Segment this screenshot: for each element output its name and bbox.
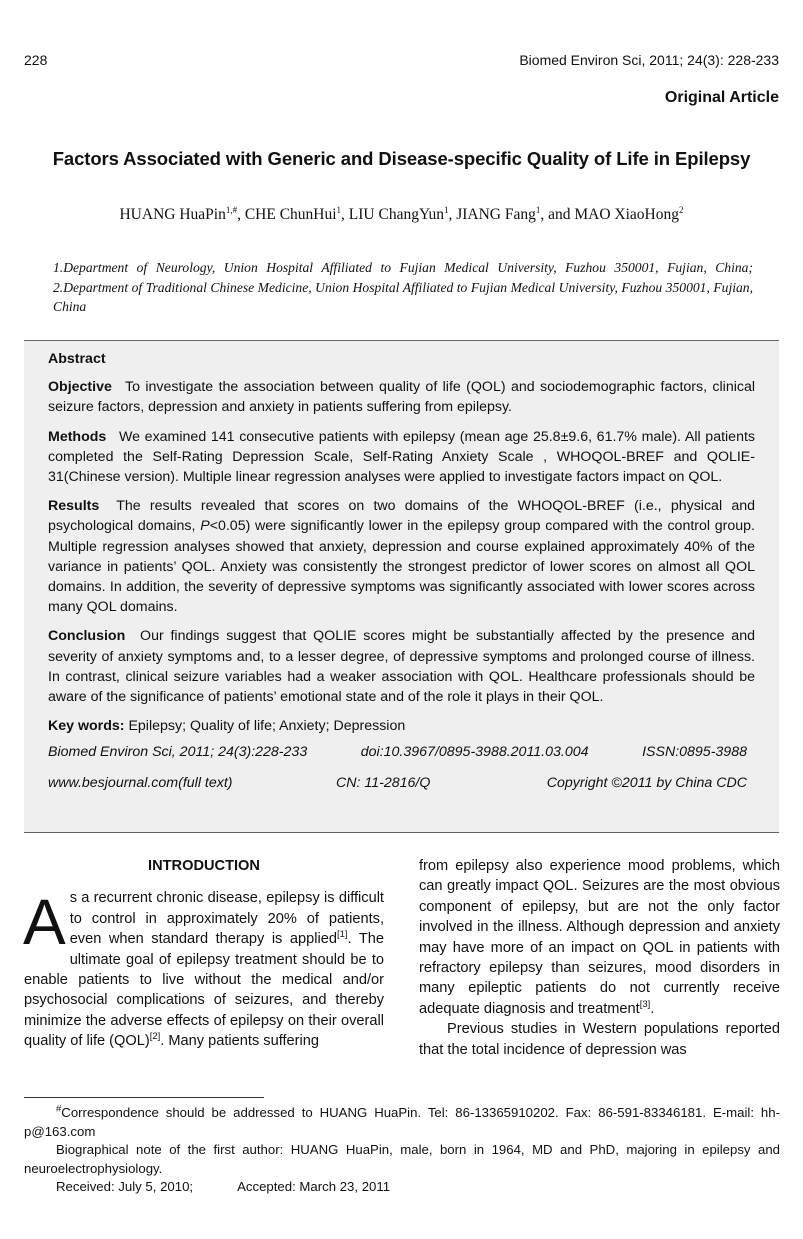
cn-number: CN: 11-2816/Q: [336, 774, 431, 791]
biographical-note: Biographical note of the first author: HUANG HuaPin, male, born in 1964, MD and PhD, majoring in epilepsy and neuroelectrophysiology.: [24, 1142, 780, 1176]
conclusion-label: Conclusion: [48, 628, 126, 645]
author-affil-mark: 1,#: [225, 204, 238, 215]
paper-title: Factors Associated with Generic and Disease-specific Quality of Life in Epilepsy: [52, 148, 751, 169]
intro-text-split: . Many patients suffering: [160, 1033, 320, 1050]
results-text-cont: <0.05) were significantly lower in the epilepsy group compared with the control group. Multiple regression analyses showed that anxiety, depression and course explained approximately 40% of the variance in patients’ QOL. Anxiety was consistently the strongest predictor of lower scores on almost all QOL domains. In addition, the severity of depressive symptoms was significantly associated with lower scores across many QOL domains.: [48, 518, 755, 616]
journal-reference: Biomed Environ Sci, 2011; 24(3): 228-233: [519, 52, 779, 68]
abstract-objective: [48, 377, 755, 417]
intro-period: .: [650, 1000, 655, 1017]
keywords-text: Epilepsy; Quality of life; Anxiety; Depression: [128, 718, 406, 735]
author-name: MAO XiaoHong: [574, 206, 679, 223]
author-list: HUANG HuaPin$^{1,\#}$, CHE ChunHui$^1$, LIU ChangYun$^1$, JIANG Fang$^1$, and MAO XiaoHong$^2$: [119, 204, 684, 223]
received-date: Received: July 5, 2010;: [56, 1179, 194, 1195]
citation-ref: [1]: [336, 929, 348, 941]
doi: doi:10.3967/0895-3988.2011.03.004: [360, 744, 589, 761]
p-value-symbol: P: [200, 518, 210, 535]
author-affil-mark: 1: [443, 204, 449, 215]
methods-label: Methods: [48, 428, 107, 445]
abstract-results: [48, 496, 755, 617]
abstract-conclusion: [48, 626, 755, 707]
citation-ref: [3]: [639, 998, 651, 1010]
citation-row: [48, 742, 755, 762]
intro-text-cont: from epilepsy also experience mood problems, which can greatly impact QOL. Seizures are the most obvious component of epilepsy, but are not the only factor involved in the illness. Although depression and anxiety may have more of an impact on QOL in patients with refractory epilepsy than seizures, mood disorders in many epileptic patients do not currently receive adequate diagnosis and treatment: [419, 858, 780, 1017]
intro-text: . The ultimate goal of epilepsy treatment should be to enable patients to live without the medical and/or psychosocial complications of seizures, and thereby minimize the adverse effects of epilepsy on their overall quality of life (QOL): [24, 931, 384, 1050]
author-name: LIU ChangYun: [348, 206, 444, 223]
author-affil-mark: 2: [679, 204, 684, 215]
correspondence-note: [24, 1104, 780, 1141]
footnotes: [24, 1104, 780, 1197]
intro-paragraph-cont: [419, 856, 780, 1019]
objective-label: Objective: [48, 379, 112, 396]
conclusion-text: Our findings suggest that QOLIE scores might be substantially affected by the presence and severity of anxiety symptoms and, to a lesser degree, of depressive symptoms and prolonged course of illness. In contrast, clinical seizure variables had a weaker association with QOL. Healthcare professionals should be aware of the significance of patients’ emotional state and of the role it plays in their QOL.: [48, 628, 755, 706]
section-heading-introduction: INTRODUCTION: [148, 858, 260, 874]
methods-text: We examined 141 consecutive patients with epilepsy (mean age 25.8±9.6, 61.7% male). All patients completed the Self-Rating Depression Scale, Self-Rating Anxiety Scale , WHOQOL-BREF and QOLIE-31(Chinese version). Multiple linear regression analyses were applied to investigate factors impact on QOL.: [48, 428, 755, 486]
affiliations: 1.Department of Neurology, Union Hospital Affiliated to Fujian Medical University, Fuzhou 350001, Fujian, China; 2.Department of Traditional Chinese Medicine, Union Hospital Affiliated to Fujian Medical University, Fuzhou 350001, Fujian, China: [53, 260, 753, 315]
body-column-right: [419, 856, 780, 1060]
intro-text: s a recurrent chronic disease, epilepsy is difficult to control in approximately 20% of patients, even when standard therapy is applied: [69, 890, 384, 948]
body-column-left: [24, 856, 384, 1052]
issn: ISSN:0895-3988: [642, 744, 747, 761]
footnote-rule: [24, 1097, 264, 1098]
author-name: CHE ChunHui: [244, 206, 337, 223]
page-number: 228: [24, 52, 48, 68]
keywords: [48, 716, 755, 736]
drop-cap: A: [23, 886, 66, 959]
article-type: Original Article: [664, 89, 779, 106]
corr-mark: #: [56, 1103, 62, 1115]
correspondence-text: Correspondence should be addressed to HUANG HuaPin. Tel: 86-13365910202. Fax: 86-591-83346181. E-mail: hh-p@163.com: [24, 1105, 780, 1139]
objective-text: To investigate the association between quality of life (QOL) and sociodemographic factors, clinical seizure factors, depression and anxiety in patients suffering from epilepsy.: [48, 379, 755, 416]
dates-note: [24, 1178, 780, 1197]
copyright: Copyright ©2011 by China CDC: [546, 774, 747, 791]
accepted-date: Accepted: March 23, 2011: [237, 1179, 391, 1195]
intro-paragraph: [24, 888, 384, 1051]
keywords-label: Key words:: [48, 718, 125, 735]
results-text: The results revealed that scores on two domains of the WHOQOL-BREF (i.e., physical and psychological domains,: [48, 498, 755, 535]
website-row: [48, 773, 755, 793]
citation-ref: [2]: [149, 1031, 161, 1043]
website: www.besjournal.com(full text): [48, 774, 233, 791]
abstract-box: [24, 340, 779, 833]
abstract-heading: Abstract: [48, 351, 106, 367]
author-name: HUANG HuaPin: [119, 206, 226, 223]
author-affil-mark: 1: [336, 204, 342, 215]
author-and: and: [548, 206, 571, 223]
author-affil-mark: 1: [535, 204, 541, 215]
citation: Biomed Environ Sci, 2011; 24(3):228-233: [48, 744, 308, 761]
abstract-methods: [48, 427, 755, 488]
results-label: Results: [48, 498, 100, 515]
author-name: JIANG Fang: [456, 206, 536, 223]
intro-paragraph-2: Previous studies in Western populations reported that the total incidence of depression was: [419, 1021, 780, 1058]
